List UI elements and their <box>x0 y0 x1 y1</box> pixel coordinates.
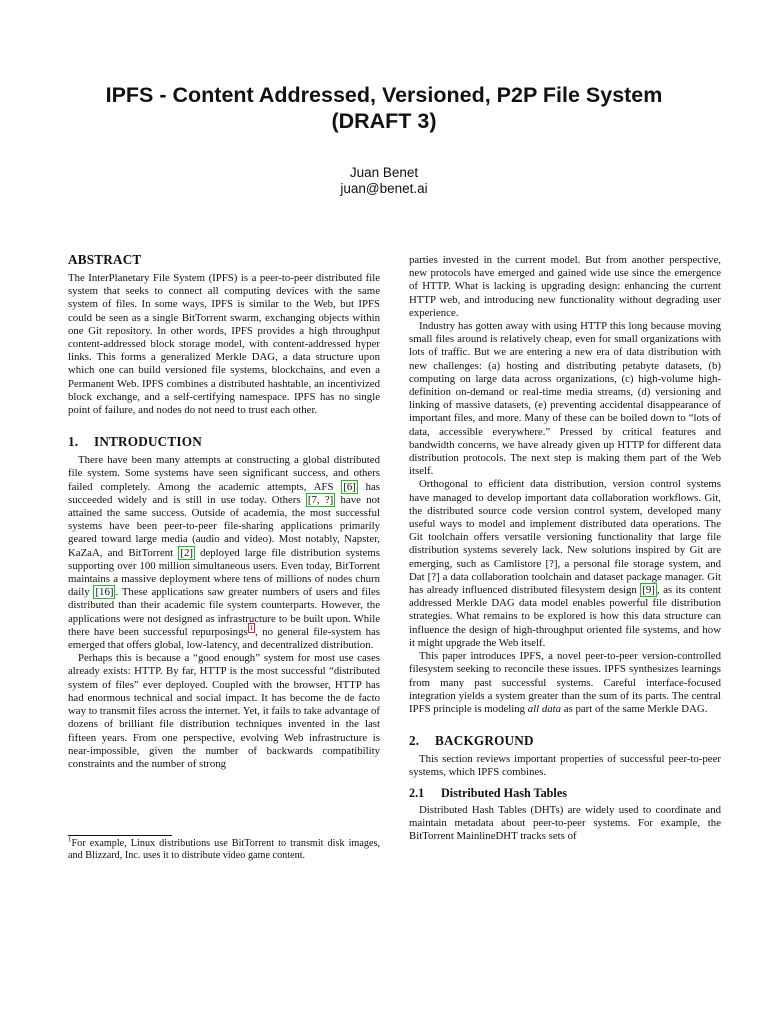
section-title: BACKGROUND <box>435 733 534 749</box>
subsection-title: Distributed Hash Tables <box>441 785 567 800</box>
footnote-number: 1 <box>68 835 72 844</box>
abstract-text: The InterPlanetary File System (IPFS) is a peer-to-peer distributed file system that seeks to connect all computing devices with the same system of files. In some ways, IPFS is similar to the Web, but IPFS could be seen as a single BitTorrent swarm, exchanging objects within one Git repository. In other words, IPFS provides a high throughput content-addressed block storage model, with content-addressed hyper links. This forms a generalized Merkle DAG, a data structure upon which one can build versioned file systems, blockchains, and even a Permanent Web. IPFS combines a distributed hashtable, an incentivized block exchange, and a self-certifying namespace. IPFS has no single point of failure, and nodes do not need to trust each other. <box>68 272 380 417</box>
emphasis-text: all data <box>527 702 562 715</box>
citation-link[interactable]: [6] <box>343 480 356 493</box>
section-title: INTRODUCTION <box>94 434 202 450</box>
introduction-paragraph-1: There have been many attempts at constructing a global distributed file system. Some systems have seen significant success, and others failed completely. Among the academic attempts, AFS [6] has succeeded widely and is still in use today. Others [7, ?] have not attained the same success. Outside of academia, the most successful systems have been peer-to-peer file-sharing applications primarily geared toward large media (audio and video). Most notably, Napster, KaZaA, and BitTorrent [2] deployed large file distribution systems supporting over 100 million simultaneous users. Even today, BitTorrent maintains a massive deployment where tens of millions of nodes churn daily [16] . These applications saw greater numbers of users and files distributed than their academic file system counterparts. However, the applications were not designed as infrastructure to be built upon. While there have been successful repurposings $^1$ , no general file-system has emerged that offers global, low-latency, and decentralized distribution. <box>68 454 381 652</box>
citation-link[interactable]: [2] <box>180 546 193 559</box>
author-block <box>40 165 728 197</box>
author-email: juan@benet.ai <box>340 181 428 196</box>
background-paragraph: This section reviews important properties of successful peer-to-peer systems, which IPFS combines. <box>409 753 721 779</box>
section-number: 2. <box>409 733 420 749</box>
background-heading <box>409 733 721 749</box>
introduction-paragraph-5: Orthogonal to efficient data distribution, version control systems have managed to develop important data collaboration workflows. Git, the distributed source code version control system, developed many useful ways to model and implement distributed data operations. The Git toolchain offers versatile versioning functionality that large file distribution systems severely lack. New solutions inspired by Git are emerging, such as Camlistore [?], a personal file storage system, and Dat [?] a data collaboration toolchain and dataset package manager. Git has already influenced distributed filesystem design [9] , as its content addressed Merkle DAG data model enables powerful file distribution strategies. What remains to be explored is how this data structure can influence the design of high-throughput oriented file systems, and how it might upgrade the Web itself. <box>409 478 721 649</box>
footnote <box>68 835 380 863</box>
right-column <box>409 254 721 843</box>
introduction-paragraph-4: Industry has gotten away with using HTTP this long because moving small files around is relatively cheap, even for small organizations with lots of traffic. But we are entering a new era of data distribution with new challenges: (a) hosting and distributing petabyte datasets, (b) computing on large data across organizations, (c) high-volume high-definition on-demand or real-time media streams, (d) versioning and linking of massive datasets, (e) preventing accidental disappearance of important files, and more. Many of these can be boiled down to “lots of data, accessible everywhere.” Pressed by critical features and bandwidth concerns, we have already given up HTTP for different data distribution protocols. The next step is making them part of the Web itself. <box>409 320 721 478</box>
dht-paragraph: Distributed Hash Tables (DHTs) are widely used to coordinate and maintain metadata about peer-to-peer systems. For example, the BitTorrent MainlineDHT tracks sets of <box>409 803 721 842</box>
dht-heading <box>409 786 721 801</box>
introduction-heading <box>68 434 380 450</box>
introduction-paragraph-3: parties invested in the current model. But from another perspective, new protocols have emerged and gained wide use since the emergence of HTTP. What is lacking is upgrading design: enhancing the current HTTP web, and introducing new functionality without degrading user experience. <box>409 254 721 319</box>
introduction-paragraph-6: This paper introduces IPFS, a novel peer-to-peer version-controlled filesystem seeking to reconcile these issues. IPFS synthesizes learnings from many past successful systems. Careful interface-focused integration yields a system greater than the sum of its parts. The central IPFS principle is modeling all data as part of the same Merkle DAG. <box>409 650 721 715</box>
footnote-text: For example, Linux distributions use BitTorrent to transmit disk images, and Blizzard, Inc. uses it to distribute video game content. <box>68 838 380 862</box>
title-line-1: IPFS - Content Addressed, Versioned, P2P File System <box>105 83 663 107</box>
paper-title <box>40 82 728 134</box>
subsection-number: 2.1 <box>409 785 425 800</box>
citation-link[interactable]: [16] <box>95 586 114 599</box>
citation-link[interactable]: [7, ?] <box>307 493 334 506</box>
footnote-rule <box>68 835 172 836</box>
author-name: Juan Benet <box>349 165 419 180</box>
title-line-2: (DRAFT 3) <box>331 109 437 133</box>
introduction-paragraph-2: Perhaps this is because a “good enough” system for most use cases already exists: HTTP. By far, HTTP is the most successful “distributed system of files” ever deployed. Coupled with the browser, HTTP has had enormous technical and social impact. It has become the de facto way to transmit files across the internet. Yet, it fails to take advantage of dozens of brilliant file distribution techniques invented in the last fifteen years. From one perspective, evolving Web infrastructure is near-impossible, given the number of backwards compatibility constraints and the number of strong <box>68 652 380 770</box>
section-number: 1. <box>68 434 79 450</box>
left-column <box>68 252 380 771</box>
citation-link[interactable]: [9] <box>642 584 655 597</box>
abstract-heading: ABSTRACT <box>68 252 142 267</box>
footnote-marker-link[interactable]: 1 <box>249 624 254 633</box>
